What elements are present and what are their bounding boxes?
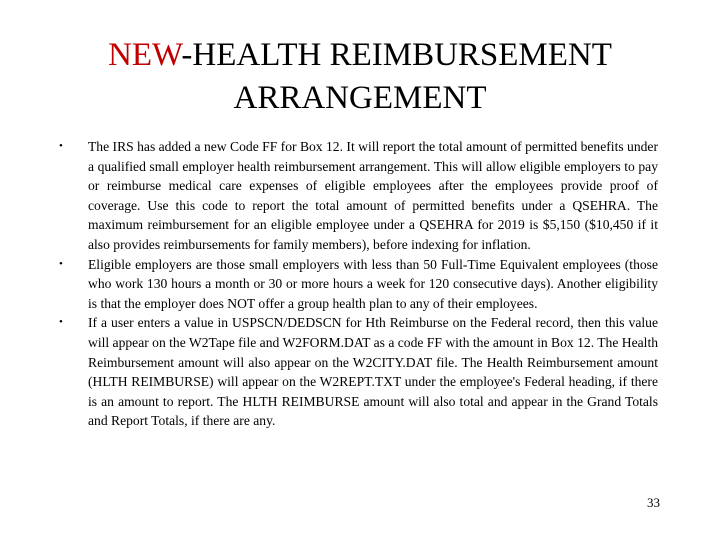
slide-title — [60, 34, 660, 120]
bullet-text: If a user enters a value in USPSCN/DEDSCN for Hth Reimburse on the Federal record, then this value will appear on the W2Tape file and W2FORM.DAT as a code FF with the amount in Box 12. The Health Reimbursement amount will also appear on the W2CITY.DAT file. The Health Reimbursement amount (HLTH REIMBURSE) will appear on the W2REPT.TXT under the employee's Federal heading, if there is an amount to report. The HLTH REIMBURSE amount will also total and appear in the Grand Totals and Report Totals, if there are any. — [88, 315, 659, 429]
bullet-item — [58, 255, 658, 314]
bullet-dot-icon: • — [59, 257, 63, 270]
bullet-dot-icon: • — [59, 140, 63, 152]
page-number: 33 — [647, 495, 660, 510]
bullet-item — [58, 137, 658, 255]
bullet-text: Eligible employers are those small employers with less than 50 Full-Time Equivalent employees (those who work 130 hours a month or 30 or more hours a week for 120 consecutive days). Another eligibility is that the employer does NOT offer a group health plan to any of their employees. — [88, 256, 658, 311]
bullet-text: The IRS has added a new Code FF for Box 12. It will report the total amount of permitted benefits under a qualified small employer health reimbursement arrangement. This will allow eligible employers to pay or reimburse medical care expenses of eligible employees after the employees provide proof of coverage. Use this code to report the total amount of permitted benefits under a QSEHRA. The maximum reimbursement for an eligible employee under a QSEHRA for 2019 is $5,150 ($10,450 if it also provides reimbursements for family members), before indexing for inflation. — [88, 139, 658, 252]
title-accent: NEW — [108, 37, 182, 73]
title-text: -HEALTH REIMBURSEMENT ARRANGEMENT — [181, 37, 612, 116]
bullet-list — [58, 137, 658, 431]
bullet-item — [58, 313, 658, 431]
bullet-dot-icon: • — [59, 316, 63, 329]
